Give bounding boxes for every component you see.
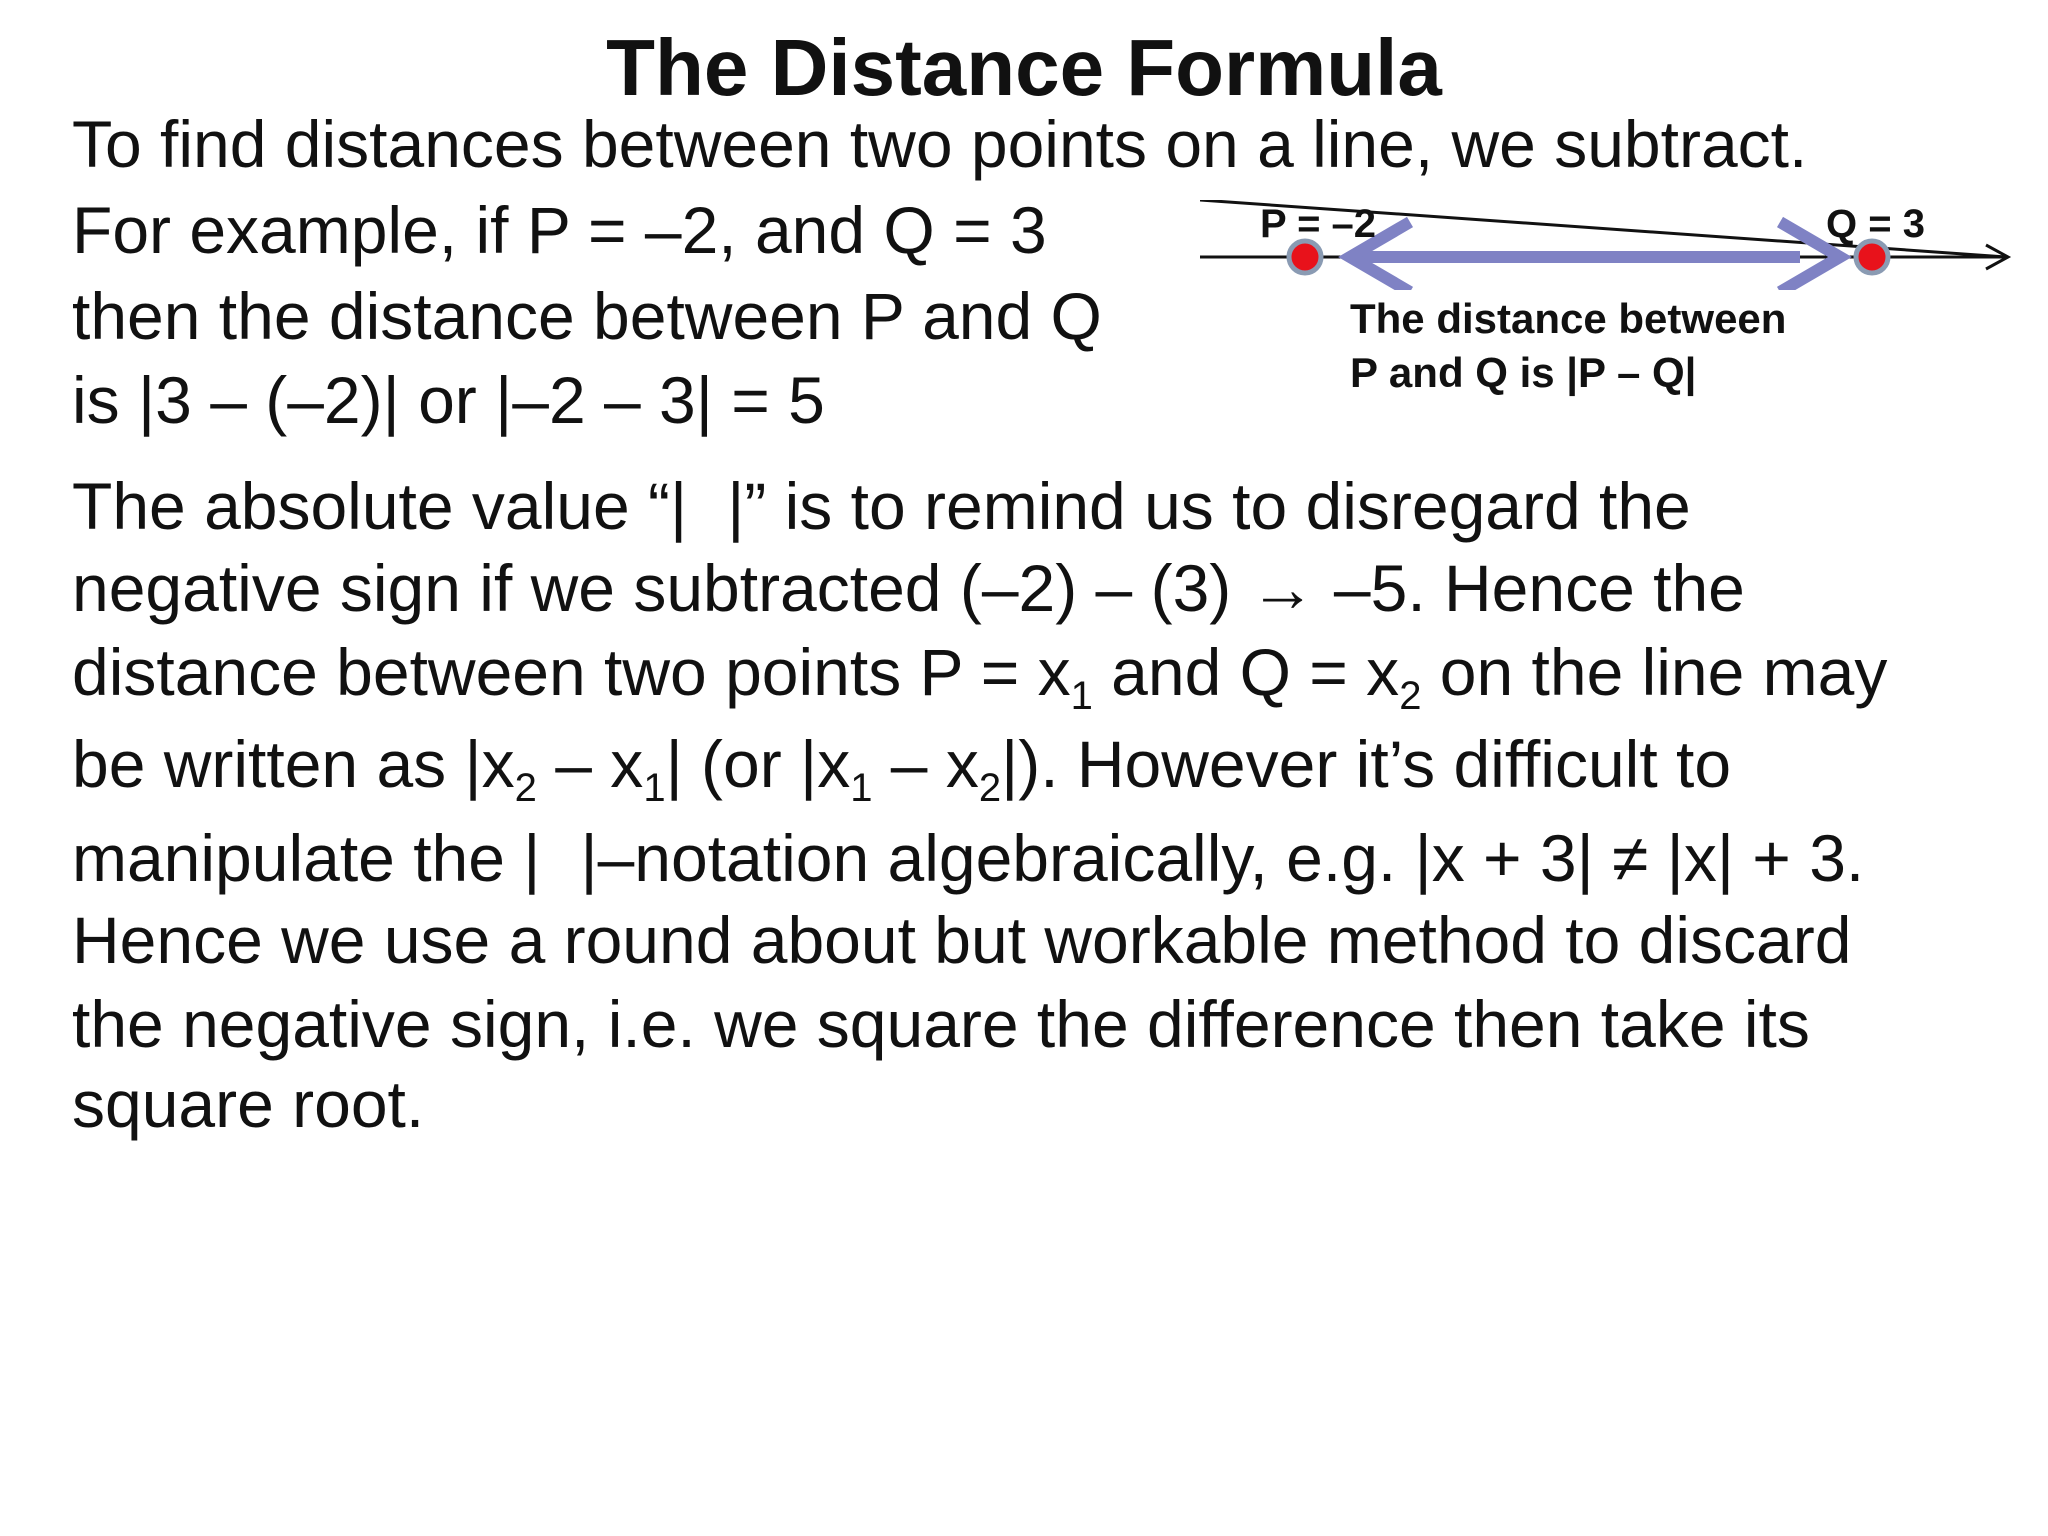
diagram-caption-line-1: The distance between (1350, 295, 1787, 342)
body-line-7: the negative sign, i.e. we square the difference then take its (72, 987, 1810, 1061)
body-line-5 (72, 818, 1864, 898)
body-line-4-part-a: be written as |x (72, 727, 515, 801)
example-line-3: is |3 – (–2)| or |–2 – 3| = 5 (72, 363, 825, 437)
slide-title: The Distance Formula (606, 23, 1442, 112)
body-line-4-part-e: |). However it’s difficult to (1001, 727, 1732, 801)
intro-line: To find distances between two points on a line, we subtract. (72, 107, 1808, 181)
subscript: 1 (850, 766, 873, 810)
body-line-5-part-a: manipulate the | (72, 821, 541, 895)
body-line-4 (72, 724, 1732, 810)
body-line-4-part-c: | (or |x (665, 727, 851, 801)
body-line-3-part-b: and Q = x (1092, 635, 1400, 709)
subscript: 2 (978, 766, 1002, 810)
body-line-3-part-a: distance between two points P = x (72, 635, 1071, 709)
point-p-label: P = –2 (1260, 202, 1377, 246)
example-line-1: For example, if P = –2, and Q = 3 (72, 193, 1047, 267)
body-line-8: square root. (72, 1067, 425, 1141)
body-line-1-part-a: The absolute value “| (72, 469, 688, 543)
body-line-4-part-b: – x (536, 727, 644, 801)
subscript: 1 (643, 766, 666, 810)
point-q-label: Q = 3 (1826, 202, 1925, 246)
example-line-2: then the distance between P and Q (72, 279, 1102, 353)
body-line-3 (72, 632, 1888, 718)
diagram-caption-line-2: P and Q is |P – Q| (1350, 349, 1697, 396)
body-line-3-part-c: on the line may (1421, 635, 1888, 709)
body-line-6: Hence we use a round about but workable method to discard (72, 903, 1852, 977)
body-line-4-part-d: – x (872, 727, 979, 801)
body-line-5-part-b: |–notation algebraically, e.g. |x + 3| ≠ |x| + 3. (580, 821, 1865, 895)
diagram-caption (1350, 292, 1786, 400)
subscript: 2 (514, 766, 537, 810)
body-line-1 (72, 466, 1691, 546)
body-line-1-part-b: |” is to remind us to disregard the (727, 469, 1691, 543)
subscript: 2 (1399, 674, 1422, 718)
subscript: 1 (1070, 674, 1093, 718)
body-line-2: negative sign if we subtracted (–2) – (3) → –5. Hence the (72, 551, 1745, 625)
number-line-diagram (1200, 200, 2020, 420)
